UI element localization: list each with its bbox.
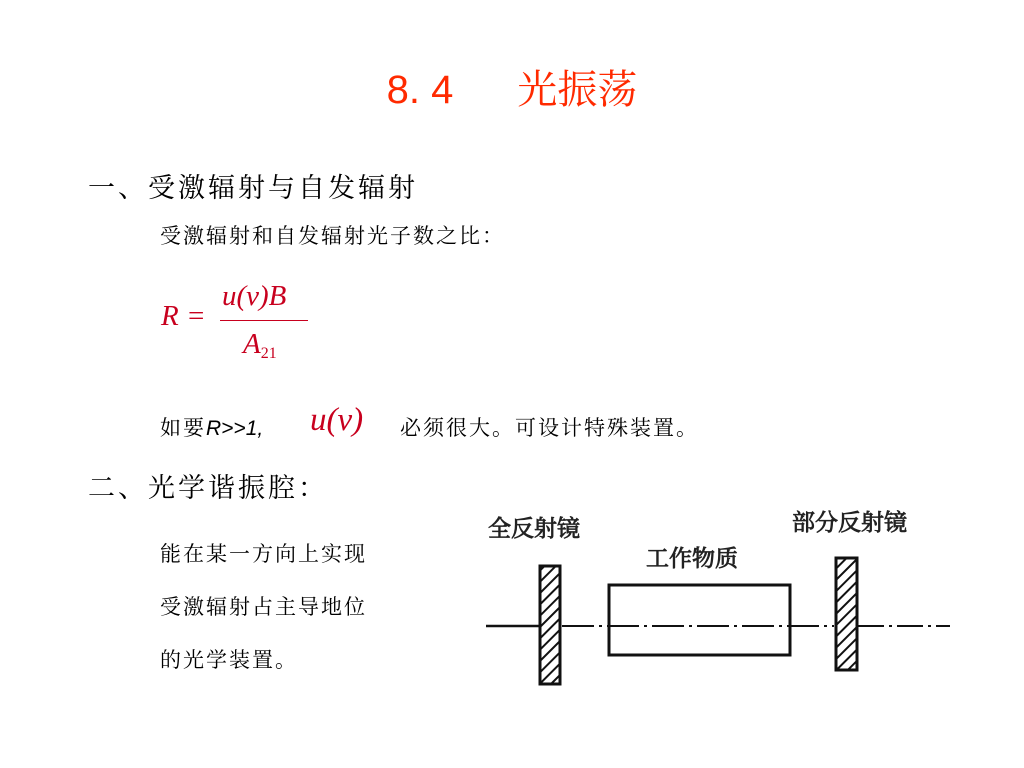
ratio-description: 受激辐射和自发辐射光子数之比： (160, 224, 505, 248)
partial-reflection-mirror-label: 部分反射镜 (792, 510, 907, 536)
definition-line: 能在某一方向上实现 (160, 542, 367, 566)
section-number: 8. 4 (386, 68, 454, 112)
resonator-diagram (474, 488, 954, 698)
working-medium-label: 工作物质 (646, 546, 738, 572)
condition-suffix: 必须很大。可设计特殊装置。 (400, 416, 699, 440)
working-medium (609, 585, 790, 655)
section2-heading: 二、光学谐振腔： (88, 473, 328, 504)
formula-numerator: u(ν)B (222, 280, 287, 312)
formula-denominator (243, 328, 277, 363)
condition-prefix-text: 如要 (160, 416, 206, 440)
section1-heading: 一、受激辐射与自发辐射 (88, 173, 418, 204)
partial-reflection-mirror (836, 558, 857, 670)
formula-equals: = (188, 300, 205, 332)
full-reflection-mirror (540, 566, 560, 684)
formula-denominator-sub: 21 (260, 345, 277, 362)
resonator-definition (160, 528, 367, 687)
formula-fraction-bar (220, 320, 308, 321)
full-reflection-mirror-label: 全反射镜 (488, 516, 580, 542)
formula-denominator-base: A (243, 328, 261, 360)
condition-symbol: u(ν) (310, 402, 364, 438)
definition-line: 的光学装置。 (160, 648, 298, 672)
title-text: 光振荡 (517, 68, 638, 112)
formula-lhs: R (161, 300, 179, 332)
condition-prefix (160, 412, 263, 442)
definition-line: 受激辐射占主导地位 (160, 595, 367, 619)
slide-title (0, 58, 1024, 115)
condition-inequality: R>>1, (206, 417, 264, 440)
